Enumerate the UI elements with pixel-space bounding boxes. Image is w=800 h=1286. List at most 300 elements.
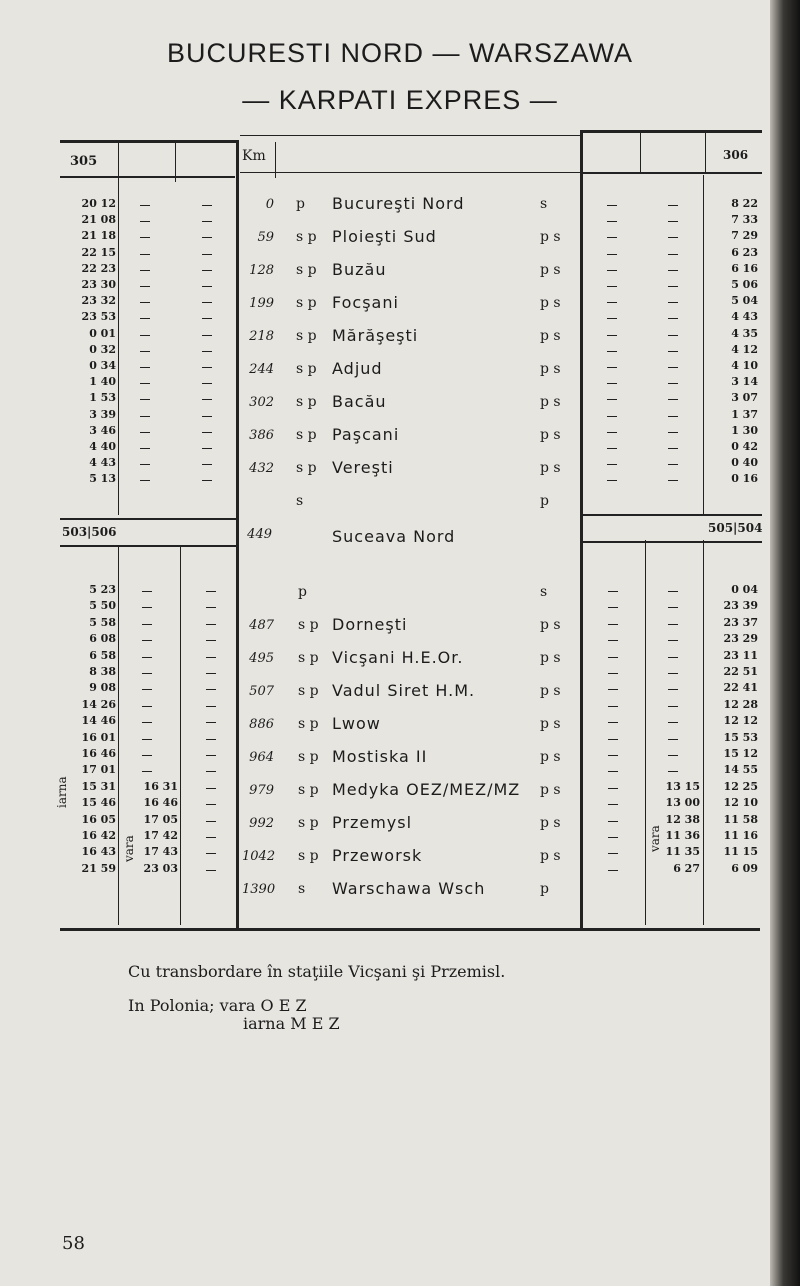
arrival-departure-marker: p s	[540, 617, 561, 633]
arrival-departure-marker: p s	[540, 683, 561, 699]
no-stop-dash	[668, 302, 678, 303]
station-name: Vadul Siret H.M.	[332, 681, 476, 700]
time-left: 1 53	[89, 391, 116, 405]
no-stop-dash	[607, 302, 617, 303]
rule	[582, 541, 762, 543]
no-stop-dash	[607, 432, 617, 433]
rule	[582, 172, 762, 174]
km-value: 1390	[242, 882, 276, 897]
time-left-vara: 17 42	[143, 829, 178, 842]
train-number-left: 305	[70, 154, 98, 169]
rule	[175, 142, 176, 182]
time-left: 6 58	[89, 648, 116, 662]
arrival-departure-marker: p	[296, 196, 305, 212]
no-stop-dash	[608, 706, 618, 707]
car-change-right: 505|504	[708, 521, 763, 535]
arrival-departure-marker: p s	[540, 427, 561, 443]
no-stop-dash	[206, 607, 216, 608]
km-value: 1042	[242, 849, 276, 864]
no-stop-dash	[206, 853, 216, 854]
arrival-departure-marker: p s	[540, 650, 561, 666]
no-stop-dash	[206, 657, 216, 658]
km-value: 979	[249, 783, 274, 798]
no-stop-dash	[668, 640, 678, 641]
arrival-departure-marker: p s	[540, 262, 561, 278]
time-right-vara: 11 35	[665, 845, 700, 859]
time-left: 5 58	[89, 615, 116, 629]
km-value: 244	[249, 362, 274, 377]
arrival-departure-marker: s	[540, 196, 548, 212]
no-stop-dash	[142, 755, 152, 756]
time-left: 14 46	[81, 714, 116, 728]
no-stop-dash	[206, 771, 216, 772]
no-stop-dash	[202, 464, 212, 465]
time-right-vara: 13 00	[665, 796, 700, 810]
no-stop-dash	[202, 270, 212, 271]
no-stop-dash	[608, 853, 618, 854]
arrival-departure-marker: p s	[540, 716, 561, 732]
km-value: 218	[249, 329, 274, 344]
km-value: 59	[257, 230, 274, 245]
no-stop-dash	[668, 383, 678, 384]
no-stop-dash	[140, 302, 150, 303]
rule	[60, 518, 238, 520]
no-stop-dash	[206, 624, 216, 625]
no-stop-dash	[607, 270, 617, 271]
time-left: 3 39	[89, 407, 116, 421]
no-stop-dash	[608, 788, 618, 789]
time-right: 4 12	[731, 342, 758, 356]
no-stop-dash	[668, 416, 678, 417]
no-stop-dash	[202, 480, 212, 481]
time-right: 3 07	[731, 391, 758, 405]
no-stop-dash	[142, 657, 152, 658]
km-value: 302	[249, 395, 274, 410]
no-stop-dash	[202, 335, 212, 336]
no-stop-dash	[206, 722, 216, 723]
time-right: 23 37	[723, 615, 758, 629]
km-value: 128	[249, 263, 274, 278]
arrival-departure-marker: p s	[540, 295, 561, 311]
time-right: 6 09	[731, 861, 758, 875]
no-stop-dash	[668, 237, 678, 238]
station-name: Medyka OEZ/MEZ/MZ	[332, 780, 521, 799]
time-left: 4 40	[89, 440, 116, 453]
no-stop-dash	[140, 448, 150, 449]
time-right: 12 25	[723, 779, 758, 793]
season-label-right: vara	[648, 825, 662, 852]
station-name: Przeworsk	[332, 846, 423, 865]
rule	[118, 180, 119, 515]
rule	[640, 132, 641, 172]
time-left: 0 32	[89, 342, 116, 356]
arrival-departure-marker: s p	[296, 262, 317, 278]
time-left: 8 38	[89, 665, 116, 678]
no-stop-dash	[668, 335, 678, 336]
station-name: Ploieşti Sud	[332, 227, 437, 246]
time-left-vara: 16 46	[143, 796, 178, 810]
arrival-departure-marker: p s	[540, 848, 561, 864]
time-left: 6 08	[89, 632, 116, 646]
time-left: 9 08	[89, 681, 116, 695]
arrival-departure-marker: p s	[540, 328, 561, 344]
station-name: Lwow	[332, 714, 381, 733]
train-number-right: 306	[723, 148, 749, 162]
no-stop-dash	[140, 237, 150, 238]
no-stop-dash	[608, 804, 618, 805]
time-left: 5 23	[89, 583, 116, 596]
time-right: 12 10	[723, 796, 758, 810]
no-stop-dash	[607, 254, 617, 255]
time-left: 0 34	[89, 359, 116, 372]
arrival-departure-marker: p s	[540, 460, 561, 476]
km-value: 964	[249, 750, 274, 765]
arrival-departure-marker: s p	[296, 427, 317, 443]
arrival-departure-marker: s p	[298, 782, 319, 798]
no-stop-dash	[608, 607, 618, 608]
no-stop-dash	[206, 591, 216, 592]
station-name: Dorneşti	[332, 615, 408, 634]
time-right: 11 15	[723, 845, 758, 859]
no-stop-dash	[608, 640, 618, 641]
arrival-departure-marker: s p	[296, 295, 317, 311]
station-name: Buzău	[332, 260, 387, 279]
no-stop-dash	[142, 607, 152, 608]
rule	[582, 514, 762, 516]
no-stop-dash	[142, 771, 152, 772]
no-stop-dash	[668, 254, 678, 255]
no-stop-dash	[607, 399, 617, 400]
no-stop-dash	[668, 318, 678, 319]
rule	[645, 540, 646, 925]
time-right: 0 16	[731, 472, 758, 486]
rule	[60, 176, 235, 178]
footnote-poland: In Polonia; vara O E Z	[128, 996, 307, 1015]
km-value: 507	[249, 684, 274, 699]
station-name: Mostiska II	[332, 747, 428, 766]
time-left-vara: 17 43	[143, 845, 178, 859]
km-value: 386	[249, 428, 274, 443]
arrival-departure-marker: s p	[298, 848, 319, 864]
arrival-departure-marker: p s	[540, 782, 561, 798]
time-left: 16 05	[81, 812, 116, 826]
time-right: 4 35	[731, 326, 758, 340]
no-stop-dash	[608, 689, 618, 690]
arrival-departure-marker: s	[540, 584, 548, 600]
time-left: 16 46	[81, 747, 116, 760]
time-right: 14 55	[723, 763, 758, 777]
km-value: 432	[249, 461, 274, 476]
station-name: Przemysl	[332, 813, 413, 832]
time-left: 16 42	[81, 829, 116, 842]
no-stop-dash	[202, 416, 212, 417]
no-stop-dash	[668, 464, 678, 465]
time-right-vara: 13 15	[665, 779, 700, 793]
time-right: 8 22	[731, 197, 758, 210]
time-left: 22 15	[81, 245, 116, 259]
no-stop-dash	[206, 870, 216, 871]
time-right: 5 06	[731, 278, 758, 291]
no-stop-dash	[607, 221, 617, 222]
time-left: 15 46	[81, 796, 116, 810]
no-stop-dash	[202, 205, 212, 206]
no-stop-dash	[668, 755, 678, 756]
time-right-vara: 6 27	[673, 861, 700, 875]
no-stop-dash	[668, 673, 678, 674]
km-header: Km	[242, 148, 266, 164]
no-stop-dash	[668, 706, 678, 707]
no-stop-dash	[142, 673, 152, 674]
no-stop-dash	[202, 221, 212, 222]
arrival-departure-marker: p s	[540, 361, 561, 377]
no-stop-dash	[668, 739, 678, 740]
no-stop-dash	[608, 870, 618, 871]
rule	[703, 540, 704, 925]
time-left: 15 31	[81, 779, 116, 793]
time-left: 0 01	[89, 326, 116, 340]
arrival-departure-marker: s p	[298, 749, 319, 765]
no-stop-dash	[140, 254, 150, 255]
rule	[60, 928, 760, 931]
no-stop-dash	[202, 254, 212, 255]
time-left: 17 01	[81, 763, 116, 777]
page-title: BUCURESTI NORD — WARSZAWA	[166, 38, 633, 68]
no-stop-dash	[608, 771, 618, 772]
no-stop-dash	[608, 722, 618, 723]
arrival-departure-marker: p s	[540, 394, 561, 410]
no-stop-dash	[206, 689, 216, 690]
arrival-departure-marker: s	[296, 493, 304, 509]
no-stop-dash	[202, 432, 212, 433]
km-value: 0	[265, 197, 274, 212]
arrival-departure-marker: p	[298, 584, 307, 600]
time-left: 14 26	[81, 697, 116, 711]
no-stop-dash	[668, 624, 678, 625]
no-stop-dash	[607, 318, 617, 319]
time-left: 16 01	[81, 730, 116, 744]
km-value: 487	[249, 618, 274, 633]
no-stop-dash	[668, 351, 678, 352]
no-stop-dash	[206, 755, 216, 756]
rule	[118, 545, 119, 925]
footnote-transfer: Cu transbordare în staţiile Vicşani şi Przemisl.	[128, 962, 506, 981]
no-stop-dash	[206, 706, 216, 707]
no-stop-dash	[202, 286, 212, 287]
no-stop-dash	[142, 706, 152, 707]
rule	[118, 142, 119, 182]
arrival-departure-marker: s p	[298, 650, 319, 666]
time-left: 21 18	[81, 229, 116, 243]
rule	[236, 140, 239, 930]
no-stop-dash	[202, 383, 212, 384]
station-name: Suceava Nord	[332, 527, 456, 546]
arrival-departure-marker: s p	[298, 617, 319, 633]
time-right: 4 10	[731, 359, 758, 372]
station-name: Mărăşeşti	[332, 326, 419, 345]
no-stop-dash	[608, 657, 618, 658]
arrival-departure-marker: s p	[296, 460, 317, 476]
car-change-left: 503|506	[62, 525, 117, 539]
no-stop-dash	[206, 739, 216, 740]
time-left: 1 40	[89, 375, 116, 389]
no-stop-dash	[142, 624, 152, 625]
no-stop-dash	[668, 205, 678, 206]
page-number: 58	[62, 1233, 85, 1254]
time-left: 3 46	[89, 423, 116, 437]
no-stop-dash	[607, 335, 617, 336]
no-stop-dash	[206, 788, 216, 789]
no-stop-dash	[140, 286, 150, 287]
no-stop-dash	[668, 591, 678, 592]
time-right: 6 16	[731, 261, 758, 275]
time-right: 0 42	[731, 440, 758, 453]
book-spine-shadow	[770, 0, 800, 1286]
time-right: 6 23	[731, 245, 758, 259]
time-right: 0 04	[731, 583, 758, 596]
no-stop-dash	[140, 480, 150, 481]
arrival-departure-marker: p	[540, 493, 549, 509]
no-stop-dash	[202, 399, 212, 400]
arrival-departure-marker: p	[540, 881, 549, 897]
time-left-vara: 16 31	[143, 779, 178, 793]
no-stop-dash	[607, 464, 617, 465]
no-stop-dash	[142, 640, 152, 641]
no-stop-dash	[142, 689, 152, 690]
arrival-departure-marker: s p	[296, 328, 317, 344]
time-right: 22 41	[723, 681, 758, 695]
station-name: Vereşti	[332, 458, 394, 477]
no-stop-dash	[668, 722, 678, 723]
arrival-departure-marker: p s	[540, 749, 561, 765]
rule	[703, 175, 704, 515]
footnote-poland-winter: iarna M E Z	[243, 1014, 340, 1033]
time-right: 12 12	[723, 714, 758, 728]
rule	[60, 545, 238, 547]
no-stop-dash	[202, 318, 212, 319]
no-stop-dash	[140, 335, 150, 336]
no-stop-dash	[206, 640, 216, 641]
time-left: 20 12	[81, 197, 116, 210]
no-stop-dash	[202, 302, 212, 303]
no-stop-dash	[607, 205, 617, 206]
no-stop-dash	[142, 739, 152, 740]
no-stop-dash	[607, 416, 617, 417]
no-stop-dash	[607, 351, 617, 352]
time-left: 23 30	[81, 278, 116, 291]
time-right-vara: 11 36	[665, 829, 700, 842]
no-stop-dash	[140, 432, 150, 433]
time-left: 22 23	[81, 261, 116, 275]
no-stop-dash	[140, 367, 150, 368]
no-stop-dash	[668, 286, 678, 287]
rule	[240, 135, 580, 136]
no-stop-dash	[668, 448, 678, 449]
no-stop-dash	[206, 804, 216, 805]
no-stop-dash	[607, 367, 617, 368]
arrival-departure-marker: p s	[540, 815, 561, 831]
no-stop-dash	[608, 591, 618, 592]
no-stop-dash	[140, 351, 150, 352]
no-stop-dash	[202, 351, 212, 352]
time-right: 15 53	[723, 730, 758, 744]
km-value: 449	[247, 527, 272, 542]
arrival-departure-marker: p s	[540, 229, 561, 245]
km-value: 199	[249, 296, 274, 311]
station-name: Paşcani	[332, 425, 400, 444]
station-name: Warschawa Wsch	[332, 879, 486, 898]
arrival-departure-marker: s p	[296, 229, 317, 245]
rule	[275, 142, 276, 178]
no-stop-dash	[668, 270, 678, 271]
no-stop-dash	[607, 237, 617, 238]
time-right: 5 04	[731, 294, 758, 308]
time-right: 15 12	[723, 747, 758, 760]
rule	[240, 172, 580, 173]
arrival-departure-marker: s p	[298, 815, 319, 831]
time-left: 21 59	[81, 861, 116, 875]
no-stop-dash	[607, 383, 617, 384]
no-stop-dash	[668, 367, 678, 368]
no-stop-dash	[668, 657, 678, 658]
time-right: 0 40	[731, 456, 758, 470]
no-stop-dash	[668, 221, 678, 222]
no-stop-dash	[202, 448, 212, 449]
no-stop-dash	[206, 821, 216, 822]
no-stop-dash	[206, 673, 216, 674]
time-right: 7 33	[731, 213, 758, 227]
no-stop-dash	[202, 237, 212, 238]
no-stop-dash	[607, 480, 617, 481]
no-stop-dash	[608, 837, 618, 838]
km-value: 886	[249, 717, 274, 732]
rule	[580, 130, 762, 133]
rule	[180, 545, 181, 925]
rule	[580, 130, 583, 930]
time-right: 1 37	[731, 407, 758, 421]
no-stop-dash	[668, 771, 678, 772]
no-stop-dash	[140, 416, 150, 417]
time-right: 3 14	[731, 375, 758, 389]
station-name: Adjud	[332, 359, 383, 378]
no-stop-dash	[668, 432, 678, 433]
station-name: Focşani	[332, 293, 399, 312]
rule	[705, 132, 706, 172]
no-stop-dash	[608, 673, 618, 674]
time-right-vara: 12 38	[665, 812, 700, 826]
no-stop-dash	[608, 821, 618, 822]
arrival-departure-marker: s p	[296, 361, 317, 377]
no-stop-dash	[668, 689, 678, 690]
no-stop-dash	[206, 837, 216, 838]
no-stop-dash	[608, 739, 618, 740]
km-value: 495	[249, 651, 274, 666]
time-left: 16 43	[81, 845, 116, 859]
rule	[60, 140, 238, 143]
time-right: 22 51	[723, 665, 758, 678]
no-stop-dash	[142, 591, 152, 592]
time-left-vara: 23 03	[143, 861, 178, 875]
time-right: 12 28	[723, 697, 758, 711]
season-label-left: iarna	[55, 776, 69, 808]
time-left: 5 13	[89, 472, 116, 486]
no-stop-dash	[608, 755, 618, 756]
km-value: 992	[249, 816, 274, 831]
no-stop-dash	[668, 607, 678, 608]
arrival-departure-marker: s p	[298, 716, 319, 732]
time-right: 23 39	[723, 599, 758, 613]
time-right: 23 29	[723, 632, 758, 646]
arrival-departure-marker: s p	[298, 683, 319, 699]
